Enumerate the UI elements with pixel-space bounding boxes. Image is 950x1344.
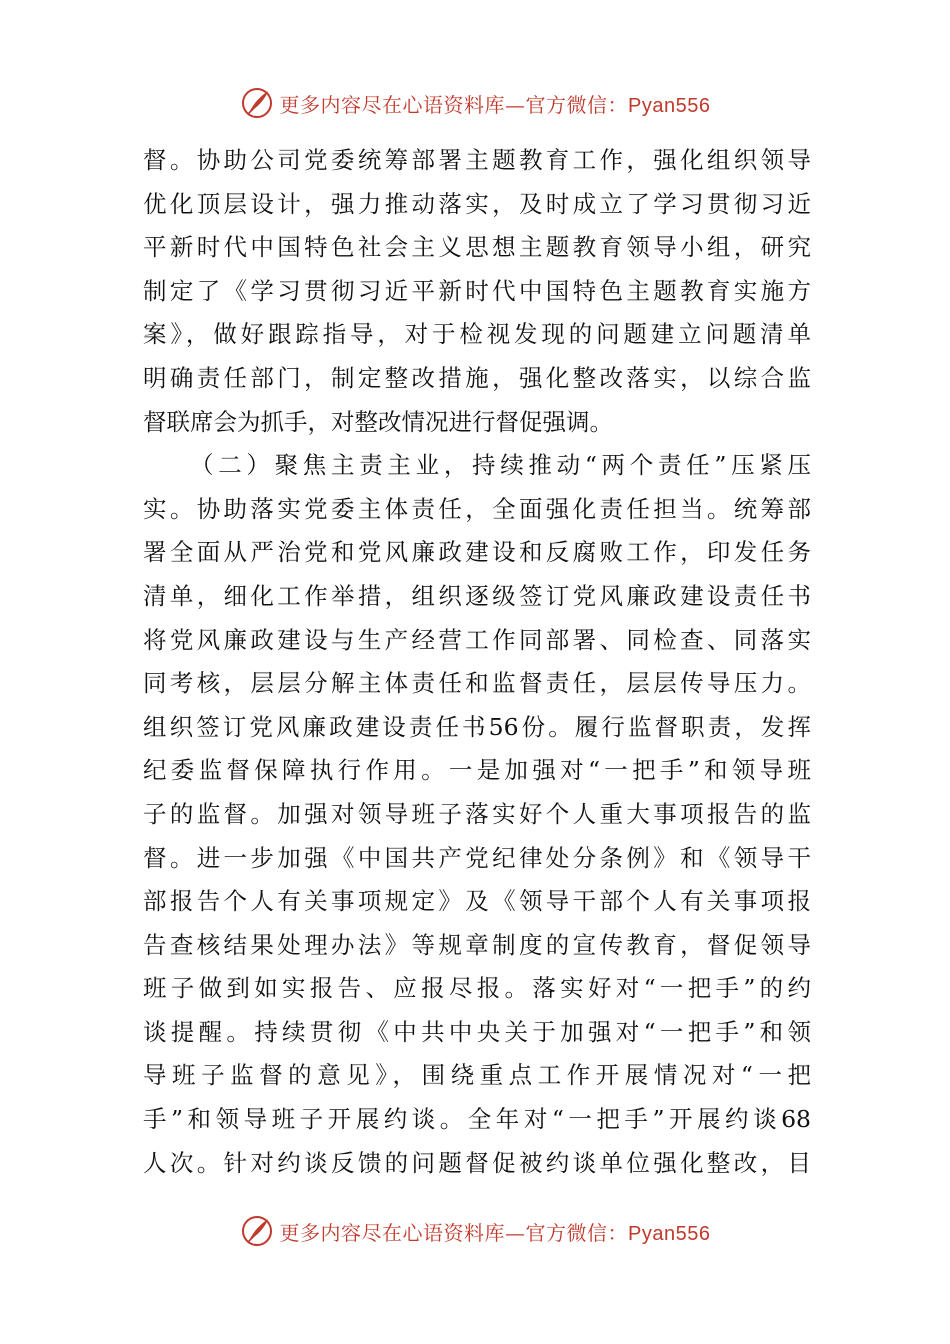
text-line: 组织签订党风廉政建设责任书56份。履行监督职责，发挥 [143,712,811,741]
text-line: 督。协助公司党委统筹部署主题教育工作，强化组织领导 [143,146,811,174]
text-line: 平新时代中国特色社会主义思想主题教育领导小组，研究 [143,233,811,262]
text-line: 督。进一步加强《中国共产党纪律处分条例》和《领导干 [143,843,811,872]
text-line: 优化顶层设计，强力推动落实，及时成立了学习贯彻习近 [143,189,811,218]
text-line: 实。协助落实党委主体责任，全面强化责任担当。统筹部 [143,494,811,523]
quill-logo-icon [240,86,274,120]
text-line: 子的监督。加强对领导班子落实好个人重大事项报告的监 [143,799,811,828]
text-line: （二）聚焦主责主业，持续推动“两个责任”压紧压 [190,451,811,480]
text-line: 案》，做好跟踪指导，对于检视发现的问题建立问题清单 [143,320,811,349]
banner-text: 更多内容尽在心语资料库—官方微信：Pyan556 [279,92,711,117]
wechat-id: Pyan556 [628,1222,711,1245]
text-line: 将党风廉政建设与生产经营工作同部署、同检查、同落实 [143,625,811,654]
header-banner [0,83,950,123]
text-line: 督联席会为抓手，对整改情况进行督促强调。 [143,407,613,436]
text-line: 人次。针对约谈反馈的问题督促被约谈单位强化整改，目 [143,1148,811,1177]
text-line: 告查核结果处理办法》等规章制度的宣传教育，督促领导 [143,930,811,959]
text-line: 谈提醒。持续贯彻《中共中央关于加强对“一把手”和领 [143,1017,811,1046]
text-line: 明确责任部门，制定整改措施，强化整改落实，以综合监 [143,363,811,392]
text-line: 手”和领导班子开展约谈。全年对“一把手”开展约谈68 [143,1105,811,1134]
paragraph-2 [143,444,811,1185]
text-line: 纪委监督保障执行作用。一是加强对“一把手”和领导班 [143,756,811,785]
banner-text: 更多内容尽在心语资料库—官方微信：Pyan556 [279,1220,711,1245]
footer-banner [0,1211,950,1251]
text-line: 部报告个人有关事项规定》及《领导干部个人有关事项报 [143,887,811,916]
text-line: 同考核，层层分解主体责任和监督责任，层层传导压力。 [143,669,811,698]
quill-logo-icon [240,1214,274,1248]
text-line: 制定了《学习贯彻习近平新时代中国特色主题教育实施方 [143,276,811,305]
document-body [143,139,811,1185]
text-line: 署全面从严治党和党风廉政建设和反腐败工作，印发任务 [143,538,811,567]
text-line: 导班子监督的意见》，围绕重点工作开展情况对“一把 [143,1061,811,1090]
text-line: 清单，细化工作举措，组织逐级签订党风廉政建设责任书 [143,581,811,610]
text-line: 班子做到如实报告、应报尽报。落实好对“一把手”的约 [143,974,811,1003]
paragraph-1 [143,139,811,444]
wechat-id: Pyan556 [628,94,711,117]
